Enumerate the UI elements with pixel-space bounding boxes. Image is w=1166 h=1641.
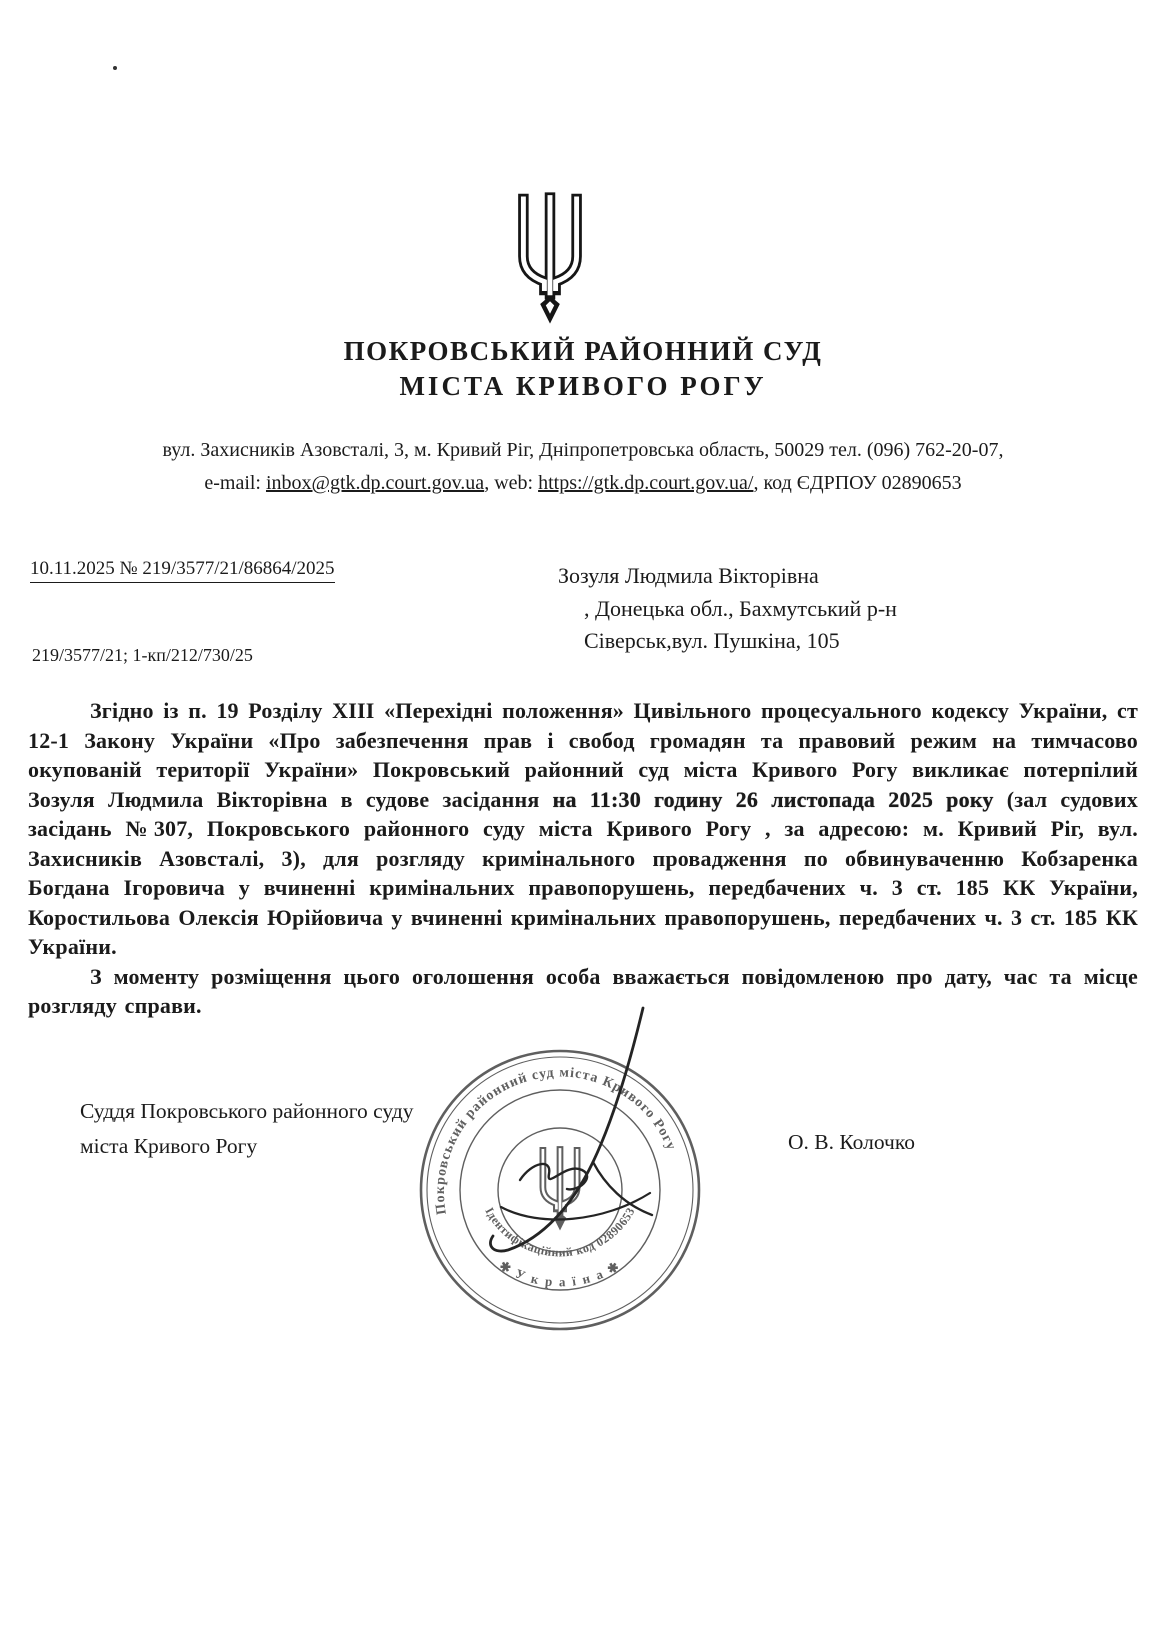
web-address: https://gtk.dp.court.gov.ua/ bbox=[538, 472, 754, 494]
scan-artifact-dot bbox=[113, 66, 117, 70]
judge-title-line2: міста Кривого Рогу bbox=[80, 1134, 258, 1158]
court-name-line1: ПОКРОВСЬКИЙ РАЙОННИЙ СУД bbox=[343, 336, 823, 366]
recipient-name: Зозуля Людмила Вікторівна bbox=[558, 563, 819, 588]
email-label: e-mail: bbox=[204, 472, 266, 494]
letter-body bbox=[28, 696, 1138, 1021]
court-contacts-line bbox=[0, 467, 1166, 500]
seal-id-code-text: Ідентифікаційний код 02890653 bbox=[482, 1204, 638, 1260]
web-label: , web: bbox=[484, 472, 539, 494]
judge-name: О. В. Колочко bbox=[788, 1130, 915, 1154]
body-paragraph-summons bbox=[28, 696, 1138, 962]
outgoing-date-number: 10.11.2025 № 219/3577/21/86864/2025 bbox=[30, 558, 335, 583]
judge-title-line1: Суддя Покровського районного суду bbox=[80, 1099, 414, 1123]
body-paragraph-notice: З моменту розміщення цього оголошення особа вважається повідомленою про дату, час та місце розгляду справи. bbox=[28, 963, 1138, 1018]
case-reference-number: 219/3577/21; 1-кп/212/730/25 bbox=[32, 645, 253, 665]
trident-icon bbox=[508, 192, 592, 332]
coat-of-arms-trident bbox=[508, 192, 592, 332]
judge-title-block bbox=[80, 1094, 414, 1164]
seal-court-name-text: Покровський районний суд міста Кривого Рогу bbox=[432, 1065, 679, 1216]
letterhead-contacts bbox=[0, 434, 1166, 500]
recipient-block bbox=[558, 560, 897, 658]
summons-text-part1: Згідно із п. 19 Розділу XIII «Перехідні положення» Цивільного процесуального кодексу України, ст 12-1 Закону України «Про забезпечення прав і свобод громадян та правовий режим на тимчасово окупованій території України» Покровський районний суд міста Кривого Рогу викликає потерпілий Зозуля Людмила Вікторівна в судове засідання bbox=[28, 698, 1138, 812]
edrpou-code: , код ЄДРПОУ 02890653 bbox=[753, 472, 962, 494]
svg-text:Покровський районний суд міста bbox=[433, 1065, 679, 1215]
email-address: inbox@gtk.dp.court.gov.ua bbox=[265, 472, 485, 494]
summons-text-part2: (зал судових засідань №307, Покровського районного суду міста Кривого Рогу , за адресою: м. Кривий Ріг, вул. Захисників Азовсталі, 3), для розгляду кримінального провадження по обвинуваченню Кобзаренка Богдана Ігоровича у вчиненні кримінальних правопорушень, передбачених ч. 3 ст. 185 КК України, Коростильова Олексія Юрійовича у вчиненні кримінальних правопорушень, передбачених ч. 3 ст. 185 КК України. bbox=[28, 786, 1138, 959]
court-name-line2: МІСТА КРИВОГО РОГУ bbox=[399, 371, 767, 401]
court-address-line: вул. Захисників Азовсталі, 3, м. Кривий Ріг, Дніпропетровська область, 50029 тел. (096) 762-20-07, bbox=[162, 439, 1004, 461]
recipient-address-line2: Сіверськ,вул. Пушкіна, 105 bbox=[584, 628, 840, 653]
svg-text:✱ У к р а ї н а ✱ bbox=[497, 1258, 623, 1290]
hearing-datetime: на 11:30 годину 26 листопада 2025 року bbox=[552, 786, 994, 812]
seal-country-text: ✱ У к р а ї н а ✱ bbox=[496, 1257, 624, 1290]
court-seal-and-signature bbox=[400, 1000, 720, 1360]
recipient-address-line1: , Донецька обл., Бахмутський р-н bbox=[584, 595, 897, 621]
court-seal-icon bbox=[400, 1000, 720, 1360]
